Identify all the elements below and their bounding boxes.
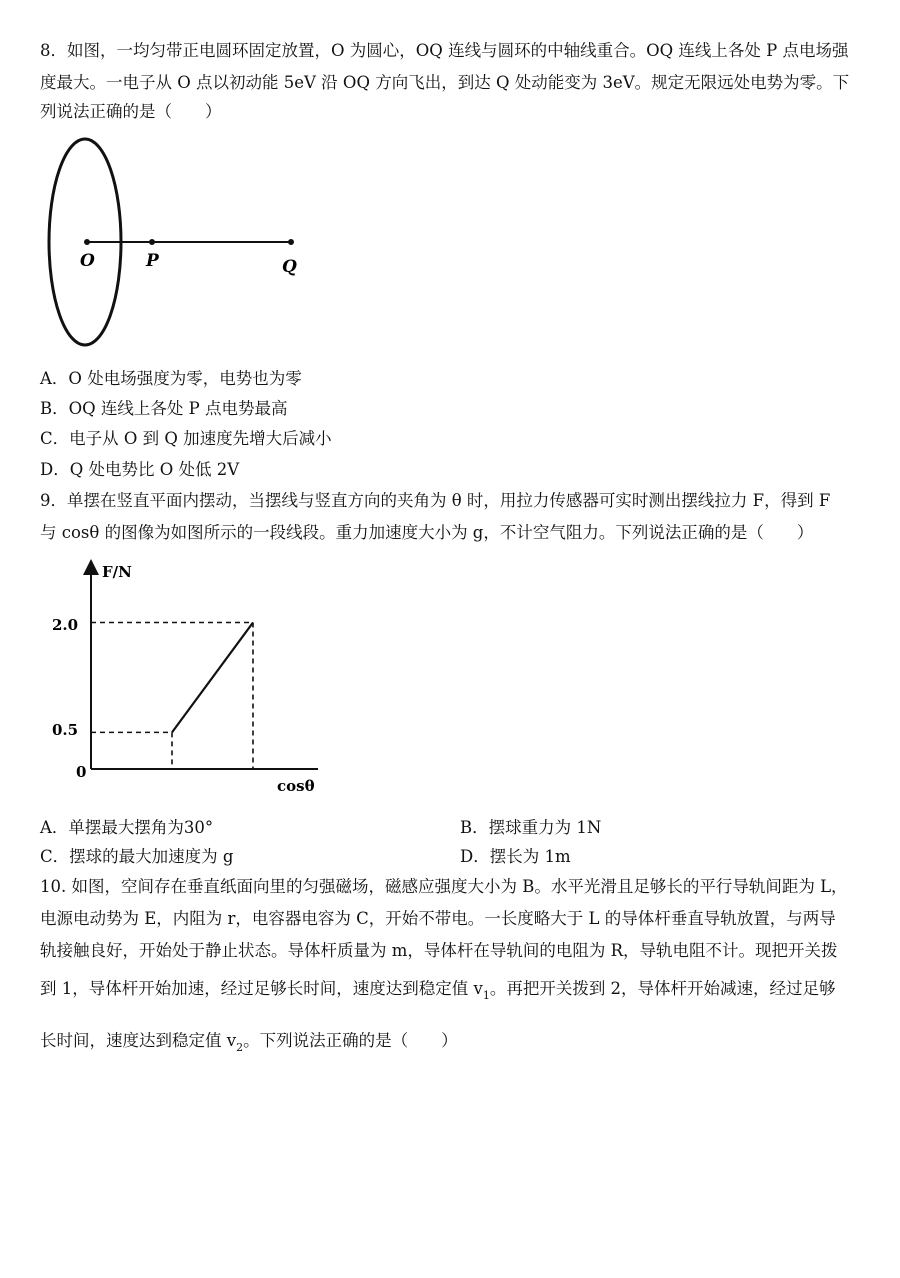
- q8-option-d: D．Q 处电势比 O 处低 2V: [40, 460, 240, 479]
- q8-option-a: A．O 处电场强度为零，电势也为零: [40, 369, 302, 388]
- data-segment: [172, 623, 253, 733]
- x-axis-label: cosθ: [277, 777, 315, 795]
- q8-option-b: B．OQ 连线上各处 P 点电势最高: [40, 399, 288, 418]
- q8-stem-line-1: 8．如图，一均匀带正电圆环固定放置，O 为圆心，OQ 连线与圆环的中轴线重合。OQ 连线上各处 P 点电场强: [40, 41, 849, 60]
- q9-stem-line-1: 9．单摆在竖直平面内摆动，当摆线与竖直方向的夹角为 θ 时，用拉力传感器可实时测出摆线拉力 F，得到 F: [40, 491, 831, 510]
- label-q: Q: [282, 257, 297, 277]
- q9-option-a: A．单摆最大摆角为30°: [40, 818, 214, 837]
- label-p: P: [146, 251, 159, 271]
- point-q: [288, 239, 294, 245]
- q9-option-c: C．摆球的最大加速度为 g: [40, 847, 234, 866]
- point-o: [84, 239, 90, 245]
- force-cos-chart: [50, 555, 330, 804]
- point-p: [149, 239, 155, 245]
- q9-stem-line-2: 与 cosθ 的图像为如图所示的一段线段。重力加速度大小为 g，不计空气阻力。下列说法正确的是（ ）: [40, 523, 814, 542]
- subscript-1: 1: [482, 989, 490, 1002]
- label-o: O: [80, 251, 95, 271]
- q10-stem-line-1: 10. 如图，空间存在垂直纸面向里的匀强磁场，磁感应强度大小为 B。水平光滑且足够长的平行导轨间距为 L，: [40, 877, 848, 896]
- subscript-2: 2: [236, 1041, 244, 1054]
- q10-stem-line-3: 轨接触良好，开始处于静止状态。导体杆质量为 m，导体杆在导轨间的电阻为 R，导轨电阻不计。现把开关拨: [40, 941, 838, 960]
- y-tick-label-2-0: 2.0: [52, 616, 79, 634]
- q10-stem-line-5: [40, 1030, 880, 1054]
- q8-option-c: C．电子从 O 到 Q 加速度先增大后减小: [40, 429, 332, 448]
- q10-stem-line-4-part-1: 到 1，导体杆开始加速，经过足够长时间，速度达到稳定值 v: [40, 979, 483, 998]
- q10-stem-line-4: [40, 978, 880, 1002]
- ring-diagram: [35, 130, 315, 354]
- q10-stem-line-5-part-1: 长时间，速度达到稳定值 v: [40, 1031, 237, 1050]
- q9-option-b: B．摆球重力为 1N: [460, 818, 602, 837]
- q10-stem-line-5-part-2: 。下列说法正确的是（ ）: [243, 1031, 458, 1050]
- origin-label: 0: [76, 763, 87, 781]
- q8-stem-line-2: 度最大。一电子从 O 点以初动能 5eV 沿 OQ 方向飞出，到达 Q 处动能变为 3eV。规定无限远处电势为零。下: [40, 73, 850, 92]
- q10-stem-line-4-part-2: 。再把开关拨到 2，导体杆开始减速，经过足够: [489, 979, 836, 998]
- q9-option-d: D．摆长为 1m: [460, 847, 571, 866]
- q10-stem-line-2: 电源电动势为 E，内阻为 r，电容器电容为 C，开始不带电。一长度略大于 L 的导体杆垂直导轨放置，与两导: [40, 909, 836, 928]
- y-axis-label: F/N: [102, 563, 132, 581]
- q8-stem-line-3: 列说法正确的是（ ）: [40, 102, 222, 121]
- y-tick-label-0-5: 0.5: [52, 721, 79, 739]
